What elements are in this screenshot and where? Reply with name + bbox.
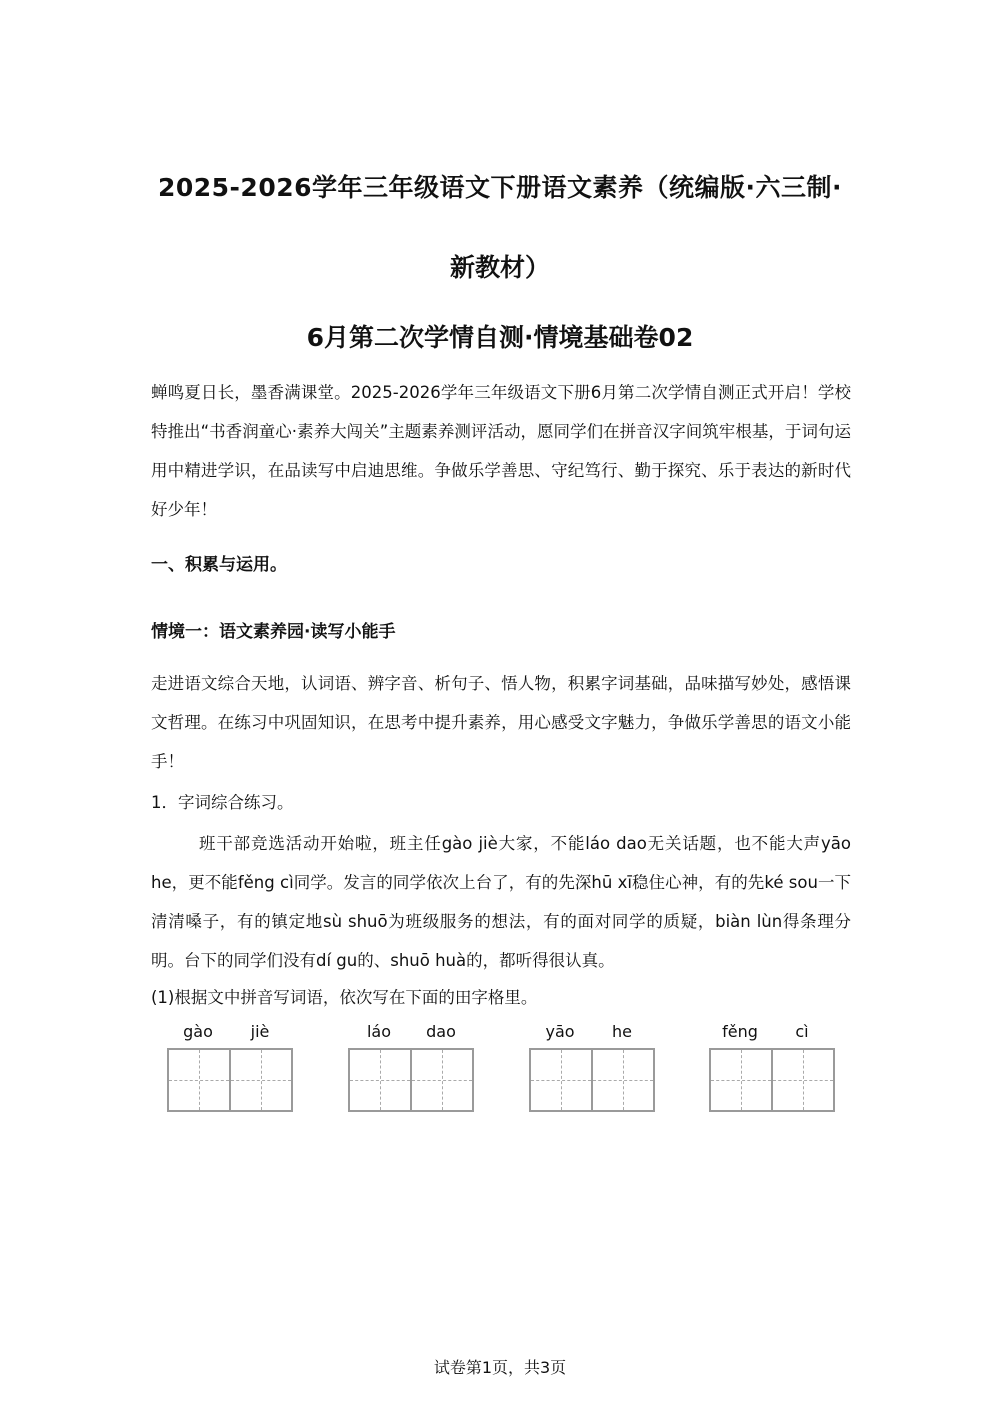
scenario-heading: 情境一：语文素养园·读写小能手 [151, 622, 396, 642]
grid-pinyin: jiè [250, 1022, 270, 1041]
tianzige-group [709, 1022, 835, 1112]
grid-pinyin: cì [795, 1022, 809, 1041]
tianzige-cell[interactable] [771, 1050, 833, 1110]
question-1-passage: 班干部竞选活动开始啦，班主任gào jiè大家，不能láo dao无关话题，也不能大声yāo he，更不能fěng cì同学。发言的同学依次上台了，有的先深hū xī稳住心神，有的先ké sou一下清清嗓子，有的镇定地sù shuō为班级服务的想法，有的面对同学的质疑，biàn lùn得条理分明。台下的同学们没有dí gu的、shuō huà的，都听得很认真。 [151, 834, 851, 970]
grid-pinyin: he [612, 1022, 632, 1041]
tianzige-cell[interactable] [410, 1050, 472, 1110]
title-line-2: 新教材） [449, 253, 550, 282]
tianzige-group [167, 1022, 293, 1112]
intro-paragraph: 蝉鸣夏日长，墨香满课堂。2025-2026学年三年级语文下册6月第二次学情自测正式开启！学校特推出“书香润童心·素养大闯关”主题素养测评活动，愿同学们在拼音汉字间筑牢根基，于词句运用中精进学识，在品读写中启迪思维。争做乐学善思、守纪笃行、勤于探究、乐于表达的新时代好少年！ [151, 383, 851, 519]
tianzige-cell[interactable] [169, 1050, 229, 1110]
title-line-3: 6月第二次学情自测·情境基础卷02 [306, 323, 694, 352]
tianzige-group [348, 1022, 474, 1112]
grid-pinyin: gào [183, 1022, 213, 1041]
tianzige-cell[interactable] [531, 1050, 591, 1110]
sub-question-1: (1)根据文中拼音写词语，依次写在下面的田字格里。 [151, 988, 538, 1007]
grid-pinyin: dao [426, 1022, 456, 1041]
grid-pinyin: láo [366, 1022, 392, 1041]
tianzige-cell[interactable] [711, 1050, 771, 1110]
tianzige-cell[interactable] [591, 1050, 653, 1110]
section-heading: 一、积累与运用。 [151, 555, 287, 575]
tianzige-cell[interactable] [350, 1050, 410, 1110]
tianzige-cell[interactable] [229, 1050, 291, 1110]
page-footer: 试卷第1页，共3页 [433, 1358, 567, 1377]
scenario-description: 走进语文综合天地，认词语、辨字音、析句子、悟人物，积累字词基础，品味描写妙处，感悟课文哲理。在练习中巩固知识，在思考中提升素养，用心感受文字魅力，争做乐学善思的语文小能手！ [151, 674, 851, 771]
tianzige-group [529, 1022, 655, 1112]
grid-pinyin: yāo [545, 1022, 575, 1041]
title-line-1: 2025-2026学年三年级语文下册语文素养（统编版·六三制· [157, 173, 843, 202]
grid-pinyin: fěng [722, 1022, 758, 1041]
question-1-label: 1．字词综合练习。 [151, 793, 294, 812]
